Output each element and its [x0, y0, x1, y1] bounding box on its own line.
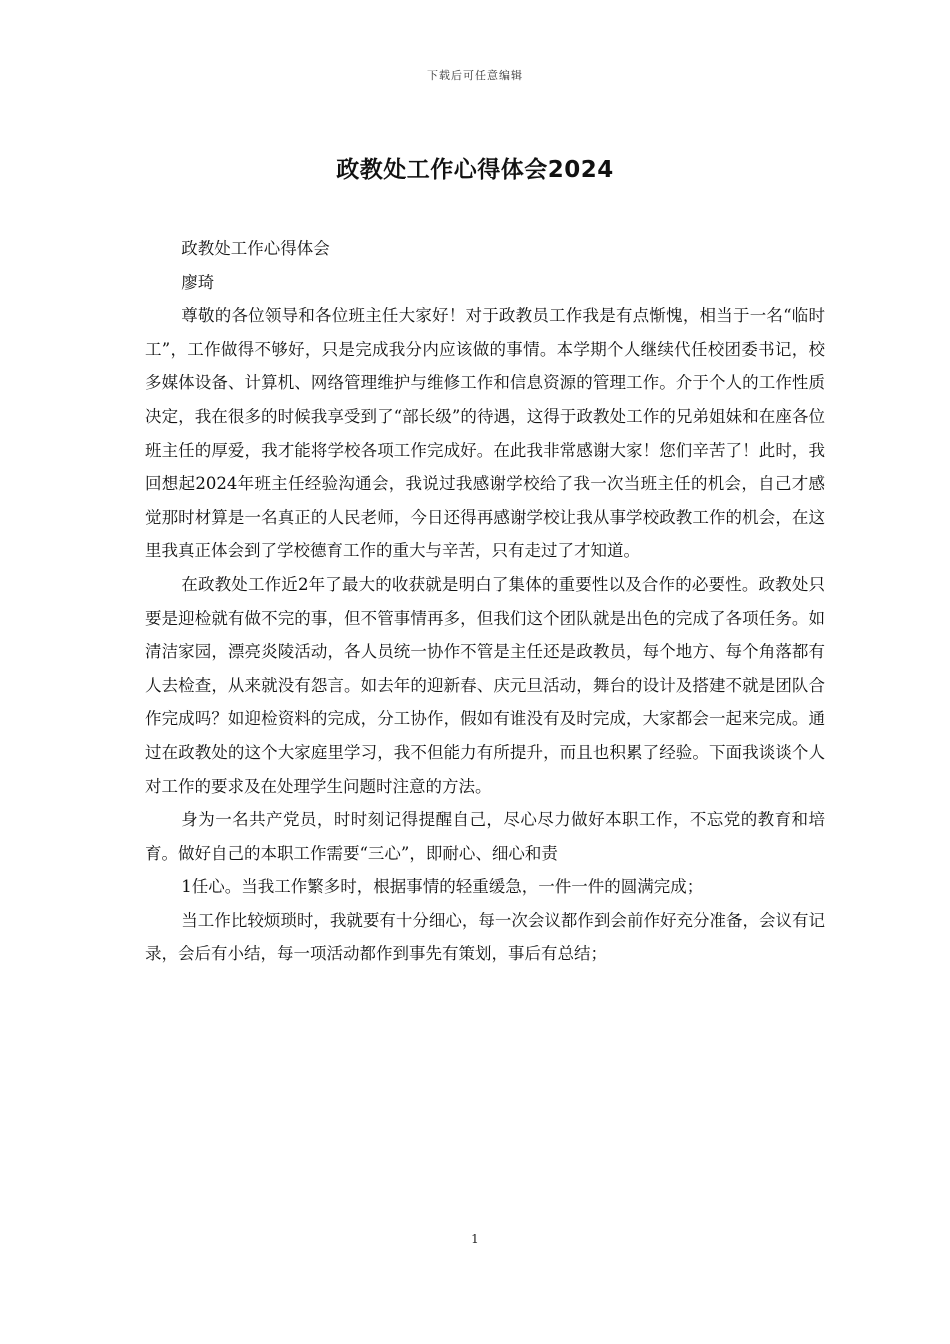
body-paragraph: 1任心。当我工作繁多时，根据事情的轻重缓急，一件一件的圆满完成； — [181, 877, 704, 897]
body-paragraph: 在政教处工作近2年了最大的收获就是明白了集体的重要性以及合作的必要性。政教处只要是迎检就有做不完的事，但不管事情再多，但我们这个团队就是出色的完成了各项任务。如清洁家园，漂亮炎陵活动，各人员统一协作不管是主任还是政教员，每个地方、每个角落都有人去检查，从来就没有怨言。如去年的迎新春、庆元旦活动，舞台的设计及搭建不就是团队合作完成吗？如迎检资料的完成，分工协作，假如有谁没有及时完成，大家都会一起来完成。通过在政教处的这个大家庭里学习，我不但能力有所提升，而且也积累了经验。下面我谈谈个人对工作的要求及在处理学生问题时注意的方法。 — [145, 574, 825, 796]
document-body — [145, 232, 825, 971]
page-number: 1 — [471, 1232, 479, 1246]
document-title: 政教处工作心得体会2024 — [336, 157, 614, 183]
header-note: 下载后可任意编辑 — [427, 69, 523, 82]
body-paragraph: 尊敬的各位领导和各位班主任大家好！对于政教员工作我是有点惭愧，相当于一名“临时工”，工作做得不够好，只是完成我分内应该做的事情。本学期个人继续代任校团委书记，校多媒体设备、计算机、网络管理维护与维修工作和信息资源的管理工作。介于个人的工作性质决定，我在很多的时候我享受到了“部长级”的待遇，这得于政教处工作的兄弟姐妹和在座各位班主任的厚爱，我才能将学校各项工作完成好。在此我非常感谢大家！您们辛苦了！此时，我回想起2024年班主任经验沟通会，我说过我感谢学校给了我一次当班主任的机会，自己才感觉那时材算是一名真正的人民老师，今日还得再感谢学校让我从事学校政教工作的机会，在这里我真正体会到了学校德育工作的重大与辛苦，只有走过了才知道。 — [145, 306, 825, 561]
author-paragraph: 廖琦 — [181, 272, 215, 292]
body-paragraph: 身为一名共产党员，时时刻记得提醒自己，尽心尽力做好本职工作，不忘党的教育和培育。做好自己的本职工作需要“三心”，即耐心、细心和责 — [145, 810, 825, 863]
body-paragraph: 当工作比较烦琐时，我就要有十分细心，每一次会议都作到会前作好充分准备，会议有记录，会后有小结，每一项活动都作到事先有策划，事后有总结； — [145, 910, 825, 964]
subtitle-paragraph: 政教处工作心得体会 — [181, 239, 330, 258]
